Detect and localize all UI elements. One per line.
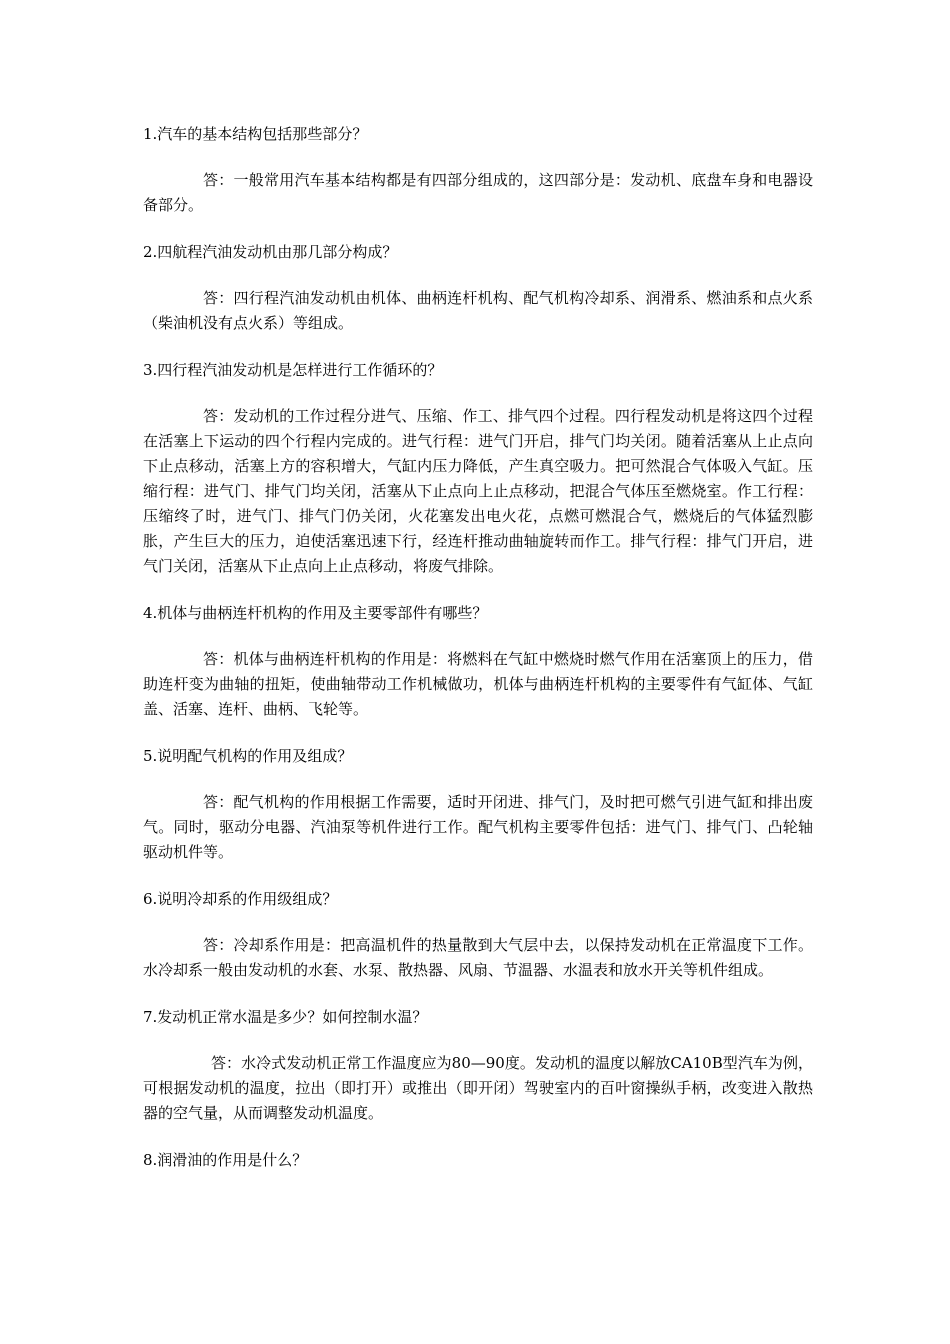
answer-2: 答：四行程汽油发动机由机体、曲柄连杆机构、配气机构冷却系、润滑系、燃油系和点火系（柴油机没有点火系）等组成。 [143,289,813,332]
question-8: 8.润滑油的作用是什么？ [143,1151,308,1169]
answer-5: 答：配气机构的作用根据工作需要，适时开闭进、排气门，及时把可燃气引进气缸和排出废气。同时，驱动分电器、汽油泵等机件进行工作。配气机构主要零件包括：进气门、排气门、凸轮轴驱动机件等。 [143,793,813,861]
answer-3: 答：发动机的工作过程分进气、压缩、作工、排气四个过程。四行程发动机是将这四个过程在活塞上下运动的四个行程内完成的。进气行程：进气门开启，排气门均关闭。随着活塞从上止点向下止点移动，活塞上方的容积增大，气缸内压力降低，产生真空吸力。把可然混合气体吸入气缸。压缩行程：进气门、排气门均关闭，活塞从下止点向上止点移动，把混合气体压至燃烧室。作工行程：压缩终了时，进气门、排气门仍关闭，火花塞发出电火花，点燃可燃混合气，燃烧后的气体猛烈膨胀，产生巨大的压力，迫使活塞迅速下行，经连杆推动曲轴旋转而作工。排气行程：排气门开启，进气门关闭，活塞从下止点向上止点移动，将废气排除。 [143,407,813,575]
answer-1: 答：一般常用汽车基本结构都是有四部分组成的，这四部分是：发动机、底盘车身和电器设备部分。 [143,171,813,214]
question-3: 3.四行程汽油发动机是怎样进行工作循环的？ [143,361,443,379]
question-2: 2.四航程汽油发动机由那几部分构成？ [143,243,398,261]
document-body [143,122,813,1194]
question-6: 6.说明冷却系的作用级组成？ [143,890,338,908]
answer-7: 答：水冷式发动机正常工作温度应为80—90度。发动机的温度以解放CA10B型汽车为例，可根据发动机的温度，拉出（即打开）或推出（即开闭）驾驶室内的百叶窗操纵手柄，改变进入散热器的空气量，从而调整发动机温度。 [143,1054,813,1122]
question-4: 4.机体与曲柄连杆机构的作用及主要零部件有哪些？ [143,604,488,622]
question-1: 1.汽车的基本结构包括那些部分？ [143,125,368,143]
question-7: 7.发动机正常水温是多少？如何控制水温？ [143,1008,428,1026]
answer-4: 答：机体与曲柄连杆机构的作用是：将燃料在气缸中燃烧时燃气作用在活塞顶上的压力，借助连杆变为曲轴的扭矩，使曲轴带动工作机械做功，机体与曲柄连杆机构的主要零件有气缸体、气缸盖、活塞、连杆、曲柄、飞轮等。 [143,650,813,718]
answer-6: 答：冷却系作用是：把高温机件的热量散到大气层中去，以保持发动机在正常温度下工作。水冷却系一般由发动机的水套、水泵、散热器、风扇、节温器、水温表和放水开关等机件组成。 [143,936,813,979]
question-5: 5.说明配气机构的作用及组成？ [143,747,353,765]
